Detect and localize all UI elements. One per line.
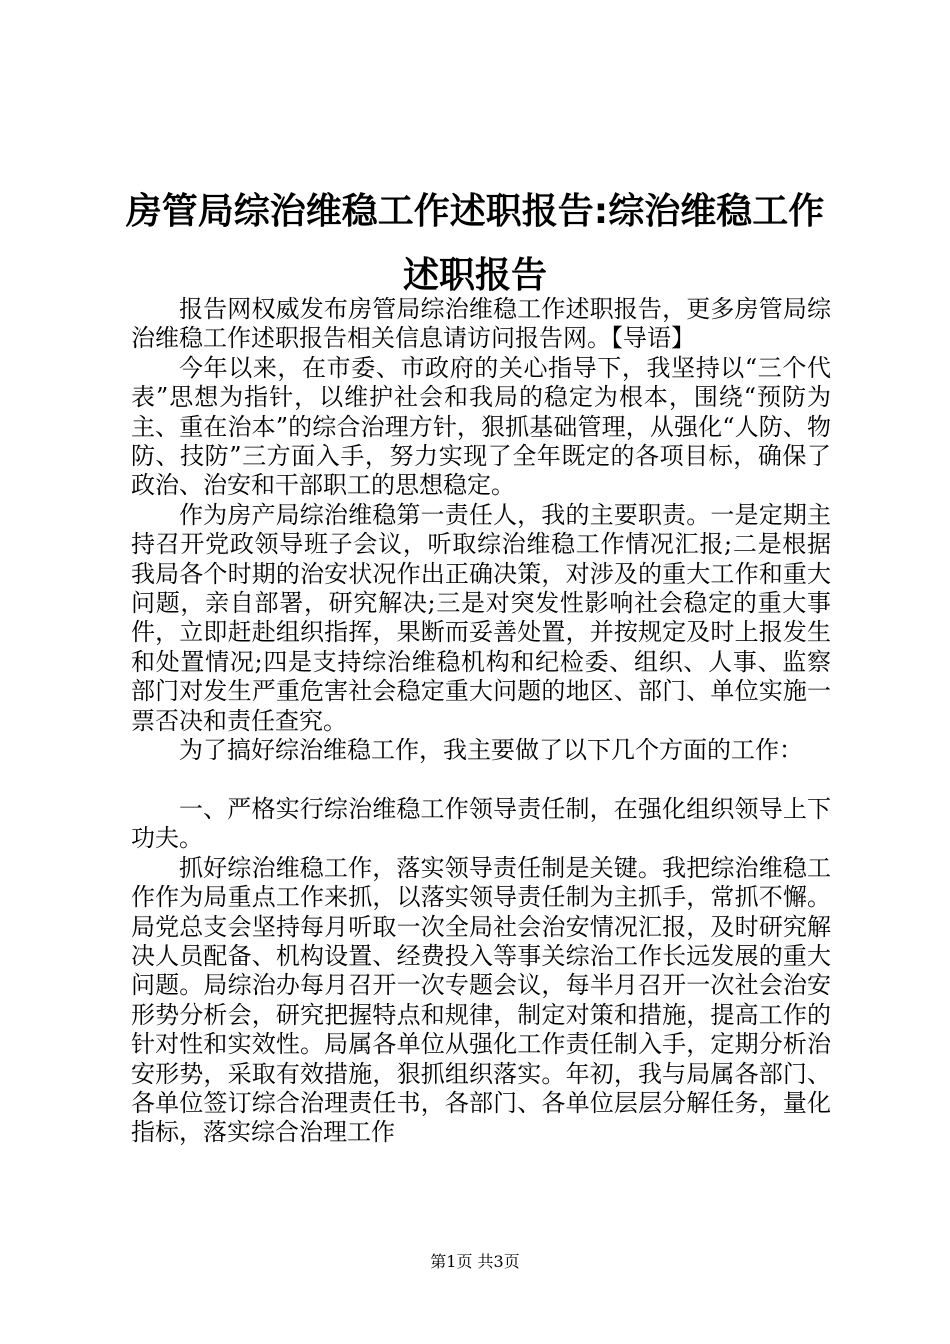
title-line-1: 房管局综治维稳工作述职报告:综治维稳工作 <box>125 191 825 232</box>
document-title <box>100 180 850 308</box>
section-heading-1: 一、严格实行综治维稳工作领导责任制，在强化组织领导上下功夫。 <box>131 794 831 853</box>
paragraph-intro: 报告网权威发布房管局综治维稳工作述职报告，更多房管局综治维稳工作述职报告相关信息请访问报告网。【导语】 <box>131 295 831 353</box>
document-body <box>131 295 831 1148</box>
title-line-2: 述职报告 <box>402 255 547 296</box>
page-footer: 第1页 共3页 <box>430 1252 520 1271</box>
paragraph-duties: 作为房产局综治维稳第一责任人，我的主要职责。一是定期主持召开党政领导班子会议，听取综治维稳工作情况汇报;二是根据我局各个时期的治安状况作出正确决策，对涉及的重大工作和重大问题，亲自部署，研究解决;三是对突发性影响社会稳定的重大事件，立即赶赴组织指挥，果断而妥善处置，并按规定及时上报发生和处置情况;四是支持综治维稳机构和纪检委、组织、人事、监察部门对发生严重危害社会稳定重大问题的地区、部门、单位实施一票否决和责任查究。 <box>131 500 831 735</box>
paragraph-section-1: 抓好综治维稳工作，落实领导责任制是关键。我把综治维稳工作作为局重点工作来抓，以落实领导责任制为主抓手，常抓不懈。局党总支会坚持每月听取一次全局社会治安情况汇报，及时研究解决人员配备、机构设置、经费投入等事关综治工作长远发展的重大问题。局综治办每月召开一次专题会议，每半月召开一次社会治安形势分析会，研究把握特点和规律，制定对策和措施，提高工作的针对性和实效性。局属各单位从强化工作责任制入手，定期分析治安形势，采取有效措施，狠抓组织落实。年初，我与局属各部门、各单位签订综合治理责任书，各部门、各单位层层分解任务，量化指标，落实综合治理工作 <box>131 853 831 1147</box>
blank-line <box>131 766 831 795</box>
paragraph-work-intro: 为了搞好综治维稳工作，我主要做了以下几个方面的工作： <box>179 736 803 765</box>
paragraph-overview: 今年以来，在市委、市政府的关心指导下，我坚持以“三个代表”思想为指针，以维护社会和我局的稳定为根本，围绕“预防为主、重在治本”的综合治理方针，狠抓基础管理，从强化“人防、物防、技防”三方面入手，努力实现了全年既定的各项目标，确保了政治、治安和干部职工的思想稳定。 <box>131 353 831 500</box>
